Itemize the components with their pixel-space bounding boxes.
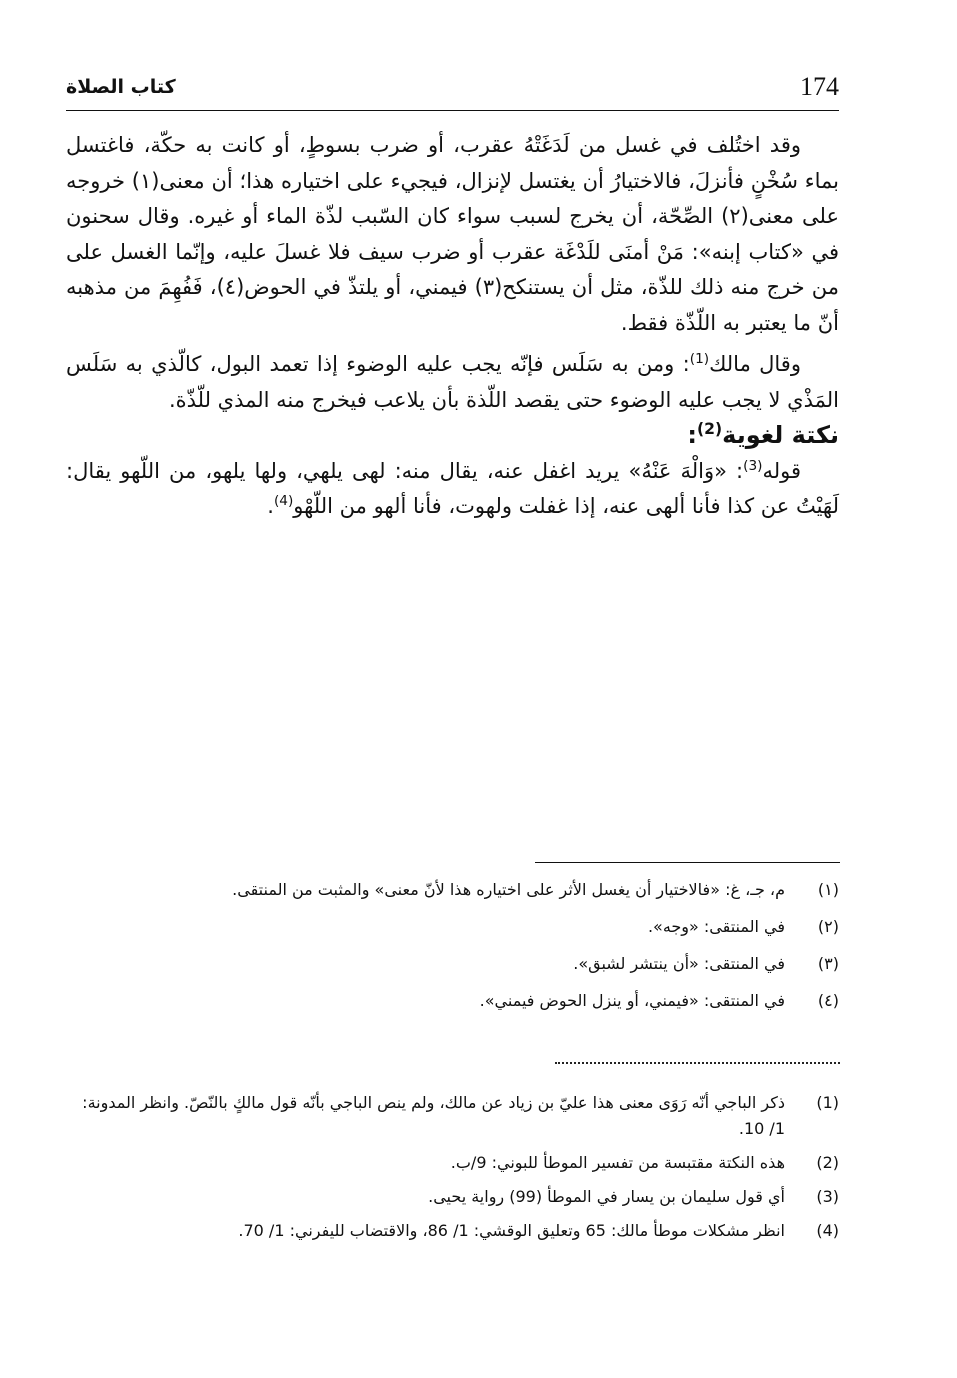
footnote-text: م، جـ، غ: «فالاختيار أن يغسل الأثر على اختياره هذا لأنّ معنى» والمثبت من المنتقى.	[232, 880, 785, 899]
page-number: 174	[800, 72, 839, 101]
paragraph-3-mid: : «وَالْهَ عَنْهُ» يريد اغفل عنه، يقال منه: لهى يلهي، ولها يلهو، من اللّهو يقال: لَهَيْتُ عن كذا فأنا ألهى عنه، إذا غفلت ولهوت، فأنا ألهو من اللّهْو	[66, 458, 839, 518]
footnote-text: في المنتقى: «أن ينتشر لشبق».	[573, 954, 785, 973]
paragraph-2-rest: : ومن به سَلَس فإنّه يجب عليه الوضوء إذا تعمد البول، كالّذي به سَلَس المَذْي لا يجب عليه الوضوء حتى يقصد اللّذة بأن يلاعب فيخرج منه المذي للّذّة.	[66, 352, 839, 412]
paragraph-2-start: وقال مالك	[709, 352, 801, 376]
footnote-number: (2)	[816, 1153, 839, 1172]
footnote-item	[66, 878, 839, 902]
footnotes-commentary	[66, 1090, 839, 1252]
footnote-item	[66, 1150, 839, 1176]
paragraph-3	[66, 454, 839, 525]
footnote-number: (1)	[816, 1093, 839, 1112]
footnote-ref-3: (3)	[743, 457, 763, 474]
footnote-text: هذه النكتة مقتبسة من تفسير الموطأ للبوني: 9/ب.	[450, 1153, 785, 1172]
footnote-ref-1: (1)	[689, 351, 710, 367]
footnote-item	[66, 989, 839, 1013]
section-heading-text: نكتة لغوية	[722, 421, 839, 449]
footnote-number: (١)	[817, 880, 839, 899]
footnote-number: (4)	[816, 1221, 839, 1240]
footnote-text: في المنتقى: «وجه».	[647, 917, 785, 936]
running-title: كتاب الصلاة	[66, 76, 176, 98]
footnote-text: في المنتقى: «فيمني، أو ينزل الحوض فيمني».	[479, 991, 785, 1010]
footnote-item	[66, 915, 839, 939]
paragraph-2	[66, 347, 839, 418]
section-heading-colon: :	[687, 421, 697, 449]
footnote-text: انظر مشكلات موطأ مالك: 65 وتعليق الوقشي: 1/ 86، والاقتضاب لليفرني: 1/ 70.	[238, 1221, 785, 1240]
footnote-item	[66, 1218, 839, 1244]
paragraph-1: وقد اختُلف في غسل من لَدَغَتْهُ عقرب، أو ضرب بسوطٍ، أو كانت به حكّة، فاغتسل بماء سُخْنٍ فأنزلَ، فالاختيارُ أن يغتسل لإنزال، فيجيء على اختياره هذا؛ أن معنى(١) خروجه على معنى(٢) الصِّحّة، أن يخرج لسبب سواء كان السّبب لذّة الماء أو غيره. وقال سحنون في «كتاب إبنه»: مَنْ أمنَى للَدْغَة عقرب أو ضرب سيف فلا غسلَ عليه، وإنّما الغسل على من خرج منه ذلك للذّة، مثل أن يستنكح(٣) فيمني، أو يلتذّ في الحوض(٤)، فَفُهِمَ من مذهبه أنّ ما يعتبر به اللّذّة فقط.	[66, 133, 839, 335]
footnote-number: (٢)	[817, 917, 839, 936]
main-text	[66, 128, 839, 525]
footnote-item	[66, 1184, 839, 1210]
page-header	[66, 66, 839, 110]
dotted-separator	[555, 1062, 840, 1064]
footnote-item	[66, 1090, 839, 1142]
footnote-number: (٤)	[817, 991, 839, 1010]
footnotes-rule	[535, 862, 840, 863]
footnote-ref-4: (4)	[273, 493, 294, 509]
footnote-text: ذكر الباجي أنّه رَوَى معنى هذا عليّ بن زياد عن مالك، ولم ينص الباجي بأنّه قول مالكٍ بالنّصّ. وانظر المدونة: 1/ 10.	[82, 1093, 785, 1138]
paragraph-3-start: قوله	[762, 458, 801, 483]
footnote-ref-2: (2)	[697, 420, 723, 438]
footnote-text: أي قول سليمان بن يسار في الموطأ (99) رواية يحيى.	[428, 1187, 785, 1206]
footnote-item	[66, 952, 839, 976]
header-rule	[66, 110, 839, 111]
paragraph-3-end: .	[267, 494, 274, 518]
footnote-number: (3)	[816, 1187, 839, 1206]
footnote-number: (٣)	[817, 954, 839, 973]
footnotes-variants	[66, 878, 839, 1026]
section-heading	[66, 418, 839, 454]
